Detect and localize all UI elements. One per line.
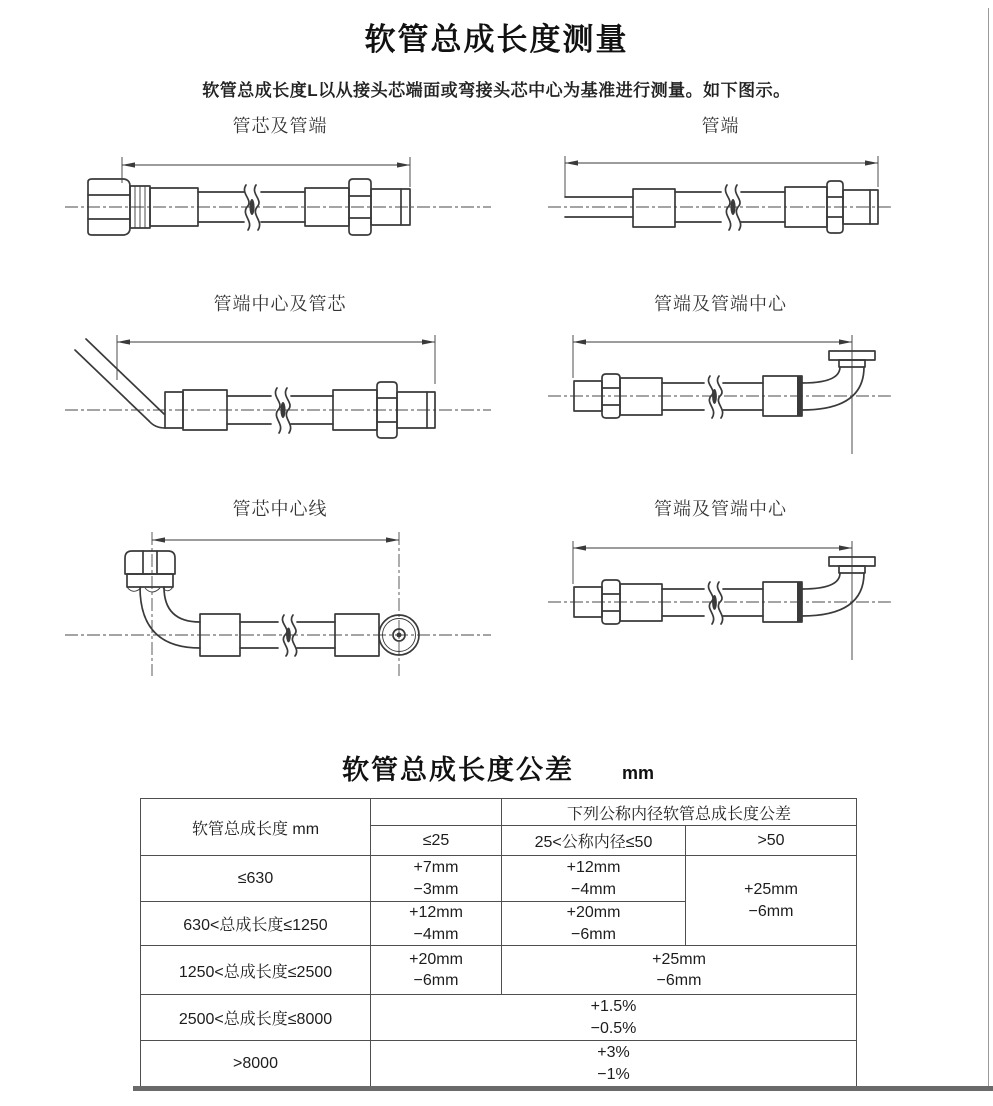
tolerance-cell: +3% −1% <box>371 1041 857 1087</box>
table-row <box>141 1041 857 1087</box>
hose-diagram-end-center-and-core <box>65 322 495 462</box>
diagram-label-end-center-and-core: 管端中心及管芯 <box>213 294 347 314</box>
table-title: 软管总成长度公差 <box>341 755 574 785</box>
page-title: 软管总成长度测量 <box>364 22 629 57</box>
hose-diagram-pipe-end <box>548 145 893 265</box>
header-empty-cell <box>371 799 502 826</box>
table-title-row <box>140 748 856 787</box>
header-group: 下列公称内径软管总成长度公差 <box>502 799 857 826</box>
tolerance-cell: +7mm −3mm <box>371 856 502 902</box>
tolerance-cell: +20mm −6mm <box>502 902 686 946</box>
range-cell: >8000 <box>141 1041 371 1087</box>
diagram-label-end-and-end-center-2: 管端及管端中心 <box>654 499 787 519</box>
header-sub-25to50: 25<公称内径≤50 <box>502 826 686 856</box>
page-subtitle: 软管总成长度L以从接头芯端面或弯接头芯中心为基准进行测量。如下图示。 <box>202 81 791 100</box>
hose-diagram-end-and-end-center-2 <box>548 528 893 668</box>
hose-diagram-core-and-end <box>65 145 495 265</box>
range-cell: 2500<总成长度≤8000 <box>141 995 371 1041</box>
table-row <box>141 995 857 1041</box>
header-sub-le25: ≤25 <box>371 826 502 856</box>
diagram-label-end-and-end-center-1: 管端及管端中心 <box>654 294 787 314</box>
table-row <box>141 946 857 995</box>
tolerance-cell: +1.5% −0.5% <box>371 995 857 1041</box>
tolerance-cell: +12mm −4mm <box>371 902 502 946</box>
range-cell: 630<总成长度≤1250 <box>141 902 371 946</box>
tolerance-table <box>140 798 857 1087</box>
diagram-label-core-centerline: 管芯中心线 <box>232 499 328 519</box>
page-bottom-bar <box>133 1086 993 1091</box>
tolerance-cell: +25mm −6mm <box>686 856 857 946</box>
range-cell: ≤630 <box>141 856 371 902</box>
diagram-label-core-and-end: 管芯及管端 <box>232 116 328 136</box>
table-unit-label: mm <box>621 763 654 783</box>
header-length-col: 软管总成长度 mm <box>141 799 371 856</box>
diagram-label-pipe-end: 管端 <box>701 116 740 136</box>
tolerance-cell: +25mm −6mm <box>502 946 857 995</box>
hose-diagram-end-and-end-center-1 <box>548 322 893 462</box>
page-edge-line <box>988 8 989 1089</box>
tolerance-cell: +20mm −6mm <box>371 946 502 995</box>
tolerance-cell: +12mm −4mm <box>502 856 686 902</box>
table-row <box>141 856 857 902</box>
hose-diagram-core-centerline <box>65 528 495 683</box>
range-cell: 1250<总成长度≤2500 <box>141 946 371 995</box>
header-sub-gt50: >50 <box>686 826 857 856</box>
